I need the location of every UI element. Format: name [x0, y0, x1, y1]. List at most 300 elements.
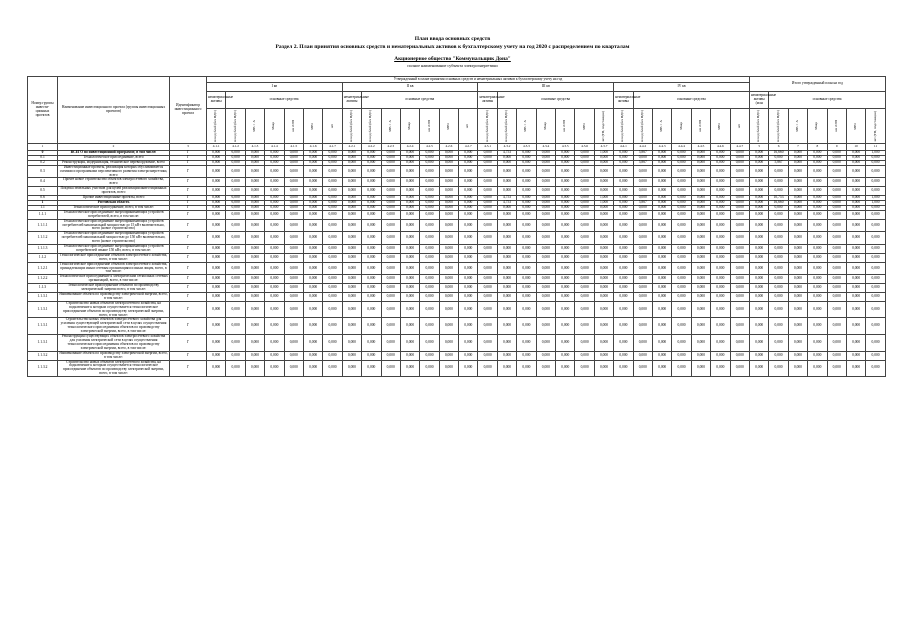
value-cell: 0,000 — [788, 335, 807, 352]
value-cell: 0,000 — [517, 200, 536, 205]
value-cell: 0,000 — [769, 232, 788, 245]
value-cell: 0,000 — [633, 205, 652, 210]
value-cell: 0,000 — [846, 293, 865, 302]
value-cell: 0,000 — [556, 360, 575, 377]
value-cell: 0,000 — [284, 178, 303, 187]
value-cell: 0,000 — [459, 165, 478, 178]
value-cell: 0,000 — [633, 245, 652, 254]
value-cell: 0,000 — [303, 210, 322, 219]
value-cell: 0,000 — [827, 301, 846, 318]
value-cell: 0,000 — [691, 275, 710, 284]
value-cell: 0,000 — [459, 360, 478, 377]
value-cell: 0,000 — [827, 210, 846, 219]
value-cell: 0,000 — [769, 301, 788, 318]
unit-label: МВт — [445, 122, 450, 130]
value-cell: 0,000 — [711, 293, 730, 302]
value-cell: 0,000 — [691, 219, 710, 232]
value-cell: 0,000 — [788, 262, 807, 275]
company-note: полное наименование субъекта электроэнергетики — [407, 63, 498, 68]
value-cell: 0,000 — [400, 253, 419, 262]
value-cell: 0,000 — [265, 165, 284, 178]
value-cell: 0,000 — [749, 196, 768, 201]
value-cell: 0,000 — [497, 165, 516, 178]
table-row — [28, 210, 886, 219]
value-cell: 0,000 — [846, 275, 865, 284]
value-cell: 0,000 — [827, 196, 846, 201]
value-cell: 0,000 — [652, 232, 671, 245]
value-cell: 0,000 — [827, 155, 846, 160]
value-cell: 0,000 — [769, 219, 788, 232]
value-cell: 0,000 — [749, 151, 768, 156]
value-cell: 0,000 — [769, 210, 788, 219]
value-cell: 0,000 — [749, 275, 768, 284]
value-cell: 0,000 — [691, 253, 710, 262]
value-cell: 0,000 — [517, 165, 536, 178]
value-cell: 0,000 — [711, 178, 730, 187]
value-cell: 0,000 — [749, 205, 768, 210]
value-cell: 0,000 — [536, 196, 555, 201]
value-cell: 0,000 — [245, 318, 264, 335]
value-cell: 0,000 — [265, 205, 284, 210]
value-cell: 0,000 — [827, 165, 846, 178]
value-cell: 0,000 — [652, 262, 671, 275]
value-cell: 0,000 — [672, 219, 691, 232]
value-cell: 0,000 — [497, 178, 516, 187]
value-cell: 0,000 — [749, 245, 768, 254]
value-cell: 0,000 — [497, 205, 516, 210]
value-cell: 0,000 — [439, 219, 458, 232]
value-cell: 0,000 — [303, 275, 322, 284]
unit-label: МВт — [581, 122, 586, 130]
value-cell: 0,000 — [459, 318, 478, 335]
value-cell: 0,000 — [362, 360, 381, 377]
value-cell: 0,000 — [362, 284, 381, 293]
value-cell: 0,000 — [226, 219, 245, 232]
value-cell: 0,000 — [866, 293, 885, 302]
value-cell: 0,000 — [517, 262, 536, 275]
value-cell: 0,000 — [303, 293, 322, 302]
unit-label: Мвар — [271, 122, 276, 130]
value-cell: 0,000 — [497, 284, 516, 293]
unit-header — [517, 109, 536, 144]
value-cell: 0,000 — [711, 245, 730, 254]
value-cell: 0,000 — [691, 284, 710, 293]
value-cell: 0,000 — [691, 293, 710, 302]
value-cell: 0,000 — [245, 155, 264, 160]
value-cell: 0,000 — [517, 351, 536, 360]
value-cell: 0,000 — [265, 219, 284, 232]
row-identifier: Г — [170, 284, 207, 293]
value-cell: 0,000 — [420, 160, 439, 165]
value-cell: 0,000 — [808, 262, 827, 275]
value-cell: 0,000 — [207, 335, 226, 352]
value-cell: 0,000 — [207, 232, 226, 245]
value-cell: 0,000 — [769, 335, 788, 352]
value-cell: 0,000 — [556, 165, 575, 178]
value-cell: 0,000 — [420, 187, 439, 196]
value-cell: 0,000 — [556, 160, 575, 165]
value-cell: 0,000 — [207, 187, 226, 196]
value-cell: 0,000 — [226, 178, 245, 187]
value-cell: 0,000 — [459, 301, 478, 318]
value-cell: 0,000 — [652, 219, 671, 232]
value-cell: 0,000 — [730, 335, 749, 352]
value-cell: 0,000 — [730, 245, 749, 254]
value-cell: 0,000 — [594, 262, 613, 275]
value-cell: 0,000 — [381, 151, 400, 156]
value-cell: 0,000 — [691, 196, 710, 201]
quarter-header: III кв — [478, 83, 614, 92]
value-cell: 0,000 — [575, 301, 594, 318]
value-cell: 0,000 — [284, 360, 303, 377]
index-cell: 5 — [749, 144, 768, 151]
value-cell: 0,000 — [827, 253, 846, 262]
value-cell: 0,000 — [808, 318, 827, 335]
unit-header — [827, 109, 846, 144]
value-cell: 0,000 — [362, 245, 381, 254]
value-cell: 0,000 — [769, 293, 788, 302]
value-cell: 0,000 — [691, 200, 710, 205]
value-cell: 0,000 — [439, 210, 458, 219]
value-cell: 0,000 — [808, 232, 827, 245]
index-cell: 4.4.7 — [730, 144, 749, 151]
value-cell: 0,000 — [381, 196, 400, 201]
unit-label: МВт — [310, 122, 315, 130]
value-cell: 0,000 — [478, 210, 497, 219]
value-cell: 0,000 — [439, 165, 458, 178]
value-cell: 0,000 — [459, 293, 478, 302]
value-cell: 0,000 — [575, 232, 594, 245]
value-cell: 0,000 — [808, 360, 827, 377]
row-name: Строительство новых объектов электросетевого хозяйства, на подключение к которым осуществляется технологическое присоединение объектов по производству электрической энергии, всего, в том числе: — [58, 301, 170, 318]
value-cell: 0,000 — [633, 318, 652, 335]
value-cell: 0,000 — [517, 187, 536, 196]
value-cell: 0,000 — [245, 205, 264, 210]
value-cell: 0,000 — [265, 351, 284, 360]
value-cell: 0,000 — [575, 196, 594, 201]
value-cell: 0,000 — [594, 155, 613, 160]
value-cell: 0,000 — [652, 253, 671, 262]
value-cell: 0,000 — [245, 232, 264, 245]
value-cell: 0,000 — [381, 155, 400, 160]
value-cell: 0,000 — [478, 360, 497, 377]
row-number: 0.4 — [28, 178, 58, 187]
value-cell: 0,000 — [517, 232, 536, 245]
value-cell: 0,000 — [497, 351, 516, 360]
value-cell: 0,000 — [672, 335, 691, 352]
value-cell: 0,000 — [342, 262, 361, 275]
value-cell: 0,000 — [323, 205, 342, 210]
value-cell: 0,000 — [711, 165, 730, 178]
value-cell: 0,000 — [575, 151, 594, 156]
table-row — [28, 253, 886, 262]
unit-label: млн рублей (без НДС) — [620, 110, 625, 142]
value-cell: 0,000 — [556, 205, 575, 210]
row-name: Строительство новых объектов электросетевого хозяйства для усиления существующей электрической сети в целях осуществления технологического присоединения объектов по производству электрической энергии, всего, в том числе: — [58, 318, 170, 335]
value-cell: 0,000 — [323, 293, 342, 302]
value-cell: 0,000 — [633, 335, 652, 352]
value-cell: 0,000 — [749, 160, 768, 165]
value-cell: 0,000 — [420, 151, 439, 156]
value-cell: 0,000 — [594, 253, 613, 262]
value-cell: 0,000 — [594, 165, 613, 178]
value-cell: 0,000 — [536, 293, 555, 302]
value-cell: 0,000 — [362, 155, 381, 160]
value-cell: 0,000 — [381, 200, 400, 205]
value-cell: 0,000 — [846, 151, 865, 156]
unit-label: км ЛЭП — [426, 120, 431, 132]
unit-header — [284, 109, 303, 144]
value-cell: 0,000 — [439, 293, 458, 302]
value-cell: 0,000 — [342, 245, 361, 254]
value-cell: 0,000 — [207, 351, 226, 360]
investment-plan-table — [27, 76, 886, 377]
value-cell: 0,000 — [866, 335, 885, 352]
value-cell: 0,000 — [303, 335, 322, 352]
value-cell: 0,000 — [711, 200, 730, 205]
value-cell: 0,000 — [594, 160, 613, 165]
value-cell: 0,000 — [711, 301, 730, 318]
value-cell: 0,000 — [323, 200, 342, 205]
value-cell: 0,000 — [594, 187, 613, 196]
table-row — [28, 351, 886, 360]
value-cell: 0,000 — [556, 335, 575, 352]
index-cell: 4.3.3 — [517, 144, 536, 151]
value-cell: 0,000 — [245, 284, 264, 293]
value-cell: 0,000 — [207, 155, 226, 160]
value-cell: 0,000 — [652, 205, 671, 210]
row-name: Технологическое присоединение энергопринимающих устройств потребителей, всего, в том числе: — [58, 210, 170, 219]
value-cell: 0,000 — [439, 200, 458, 205]
value-cell: 0,000 — [788, 178, 807, 187]
value-cell: 0,000 — [497, 160, 516, 165]
value-cell: 0,000 — [846, 351, 865, 360]
value-cell: 0,000 — [245, 165, 264, 178]
row-identifier: Г — [170, 178, 207, 187]
unit-header — [788, 109, 807, 144]
value-cell: 0,000 — [808, 155, 827, 160]
index-cell: 2 — [58, 144, 170, 151]
value-cell: 0,000 — [808, 200, 827, 205]
value-cell: 0,000 — [400, 360, 419, 377]
value-cell: 0,000 — [827, 275, 846, 284]
quarter-header: I кв — [207, 83, 343, 92]
value-cell: 0,000 — [265, 253, 284, 262]
value-cell: 0,000 — [245, 360, 264, 377]
value-cell: 0,000 — [633, 301, 652, 318]
value-cell: 0,000 — [556, 232, 575, 245]
value-cell: 0,000 — [575, 160, 594, 165]
value-cell: 0,000 — [633, 275, 652, 284]
value-cell: 0,000 — [400, 275, 419, 284]
value-cell: 0,000 — [226, 160, 245, 165]
value-cell: 0,000 — [788, 205, 807, 210]
value-cell: 0,000 — [517, 160, 536, 165]
value-cell: 0,000 — [362, 301, 381, 318]
row-name: Реконструкция существующих объектов электросетевого хозяйства для усиления электрической сети в целях осуществления технологического присоединения объектов по производству электрической энергии, всего, в том числе: — [58, 335, 170, 352]
value-cell: 0,000 — [594, 318, 613, 335]
value-cell: 0,000 — [226, 205, 245, 210]
value-cell: 0,000 — [439, 232, 458, 245]
value-cell: 0,000 — [362, 160, 381, 165]
row-number: 1.1.2.2 — [28, 275, 58, 284]
value-cell: 0,000 — [711, 351, 730, 360]
row-identifier: Г — [170, 262, 207, 275]
value-cell: 0,000 — [478, 284, 497, 293]
value-cell: 0,000 — [226, 351, 245, 360]
value-cell: 0,000 — [381, 360, 400, 377]
value-cell: 0,000 — [556, 200, 575, 205]
value-cell: 0,000 — [827, 178, 846, 187]
row-identifier: Г — [170, 293, 207, 302]
value-cell: 0,000 — [420, 155, 439, 160]
value-cell: 0,000 — [381, 284, 400, 293]
row-number: 0.3 — [28, 165, 58, 178]
value-cell: 0,000 — [381, 318, 400, 335]
unit-label: км ЛЭП — [290, 120, 295, 132]
value-cell: 0,000 — [536, 219, 555, 232]
value-cell: 0,000 — [323, 219, 342, 232]
row-name: Наименование объекта по производству электрической энергии, всего, в том числе: — [59, 350, 168, 359]
index-cell: 8 — [808, 144, 827, 151]
value-cell: 0,000 — [866, 245, 885, 254]
index-cell: 4.4.3 — [652, 144, 671, 151]
value-cell: 0,000 — [459, 245, 478, 254]
value-cell: 0,000 — [711, 219, 730, 232]
value-cell: 0,000 — [245, 210, 264, 219]
row-identifier: Г — [170, 253, 207, 262]
row-identifier: Г — [170, 245, 207, 254]
value-cell: 0,000 — [846, 232, 865, 245]
value-cell: 0,000 — [478, 245, 497, 254]
value-cell: 5,867 — [769, 160, 788, 165]
row-identifier: Г — [170, 301, 207, 318]
index-cell: 4.3.5 — [556, 144, 575, 151]
value-cell: 0,000 — [808, 253, 827, 262]
value-cell: 0,000 — [846, 178, 865, 187]
value-cell: 0,000 — [556, 196, 575, 201]
row-number: 0.1 — [28, 155, 58, 160]
value-cell: 0,000 — [788, 284, 807, 293]
value-cell: 0,000 — [808, 293, 827, 302]
value-cell: 0,000 — [672, 210, 691, 219]
value-cell: 0,000 — [749, 262, 768, 275]
value-cell: 0,000 — [439, 155, 458, 160]
value-cell: 0,000 — [691, 187, 710, 196]
value-cell: 0,000 — [808, 187, 827, 196]
unit-header — [556, 109, 575, 144]
value-cell: 16,660 — [769, 151, 788, 156]
value-cell: 0,000 — [439, 284, 458, 293]
value-cell: 0,000 — [594, 219, 613, 232]
value-cell: 5,867 — [633, 160, 652, 165]
value-cell: 0,000 — [342, 205, 361, 210]
value-cell: 0,000 — [788, 210, 807, 219]
unit-header — [381, 109, 400, 144]
value-cell: 0,000 — [614, 284, 633, 293]
value-cell: 0,000 — [342, 232, 361, 245]
value-cell: 0,000 — [497, 262, 516, 275]
value-cell: 0,000 — [614, 160, 633, 165]
value-cell: 0,000 — [614, 335, 633, 352]
value-cell: 0,000 — [827, 284, 846, 293]
value-cell: 0,000 — [342, 196, 361, 201]
value-cell: 0,000 — [517, 196, 536, 201]
value-cell: 0,000 — [478, 253, 497, 262]
index-cell: 4.1.7 — [323, 144, 342, 151]
value-cell: 0,000 — [439, 151, 458, 156]
value-cell: 0,000 — [303, 187, 322, 196]
value-cell: 0,000 — [362, 351, 381, 360]
value-cell: 0,000 — [652, 351, 671, 360]
unit-label: шт (ТП, подстанции) — [872, 110, 877, 142]
value-cell: 0,000 — [323, 284, 342, 293]
row-identifier: Г — [170, 200, 207, 205]
value-cell: 0,000 — [439, 275, 458, 284]
value-cell: 0,000 — [381, 187, 400, 196]
value-cell: 0,000 — [478, 301, 497, 318]
value-cell: 0,000 — [866, 178, 885, 187]
value-cell: 0,000 — [323, 245, 342, 254]
value-cell: 0,000 — [652, 301, 671, 318]
value-cell: 0,000 — [381, 210, 400, 219]
value-cell: 1,000 — [866, 196, 885, 201]
value-cell: 0,000 — [284, 219, 303, 232]
fixed-assets-header: основные средства — [362, 92, 478, 109]
value-cell: 0,000 — [691, 318, 710, 335]
value-cell: 0,000 — [536, 360, 555, 377]
unit-label: млн рублей (без НДС) — [639, 110, 644, 142]
value-cell: 0,000 — [594, 232, 613, 245]
row-identifier: Г — [170, 187, 207, 196]
document-subtitle: Раздел 2. План принятия основных средств и нематериальных активов к бухгалтерскому учету на год 2020 с распределением по кварталам — [275, 44, 630, 50]
value-cell: 0,000 — [711, 187, 730, 196]
value-cell: 0,000 — [381, 262, 400, 275]
value-cell: 0,000 — [265, 245, 284, 254]
value-cell: 0,000 — [730, 187, 749, 196]
value-cell: 0,000 — [362, 210, 381, 219]
unit-header — [420, 109, 439, 144]
table-row — [28, 301, 886, 318]
value-cell: 0,000 — [866, 155, 885, 160]
value-cell: 0,000 — [497, 187, 516, 196]
value-cell: 0,000 — [400, 151, 419, 156]
value-cell: 0,000 — [672, 160, 691, 165]
value-cell: 0,000 — [808, 205, 827, 210]
value-cell: 0,000 — [245, 262, 264, 275]
value-cell: 0,000 — [633, 262, 652, 275]
value-cell: 0,000 — [614, 275, 633, 284]
value-cell: 0,000 — [420, 210, 439, 219]
col-header-name: Наименование инвестиционного проекта (группы инвестиционных проектов) — [58, 77, 170, 144]
value-cell: 0,000 — [265, 178, 284, 187]
value-cell: 0,000 — [769, 165, 788, 178]
value-cell: 1,000 — [594, 196, 613, 201]
value-cell: 0,000 — [536, 253, 555, 262]
value-cell: 0,000 — [672, 178, 691, 187]
value-cell: 0,000 — [226, 301, 245, 318]
value-cell: 0,000 — [245, 253, 264, 262]
value-cell: 0,000 — [497, 210, 516, 219]
row-number: 1.1.1.3 — [28, 245, 58, 254]
value-cell: 0,000 — [497, 253, 516, 262]
value-cell: 0,000 — [691, 262, 710, 275]
value-cell: 0,000 — [711, 232, 730, 245]
unit-label: млн рублей (без НДС) — [232, 110, 237, 142]
row-name: Наименование объекта по производству электрической энергии, всего, в том числе: — [59, 292, 168, 300]
value-cell: 10,753 — [769, 196, 788, 201]
value-cell: 0,000 — [633, 196, 652, 201]
